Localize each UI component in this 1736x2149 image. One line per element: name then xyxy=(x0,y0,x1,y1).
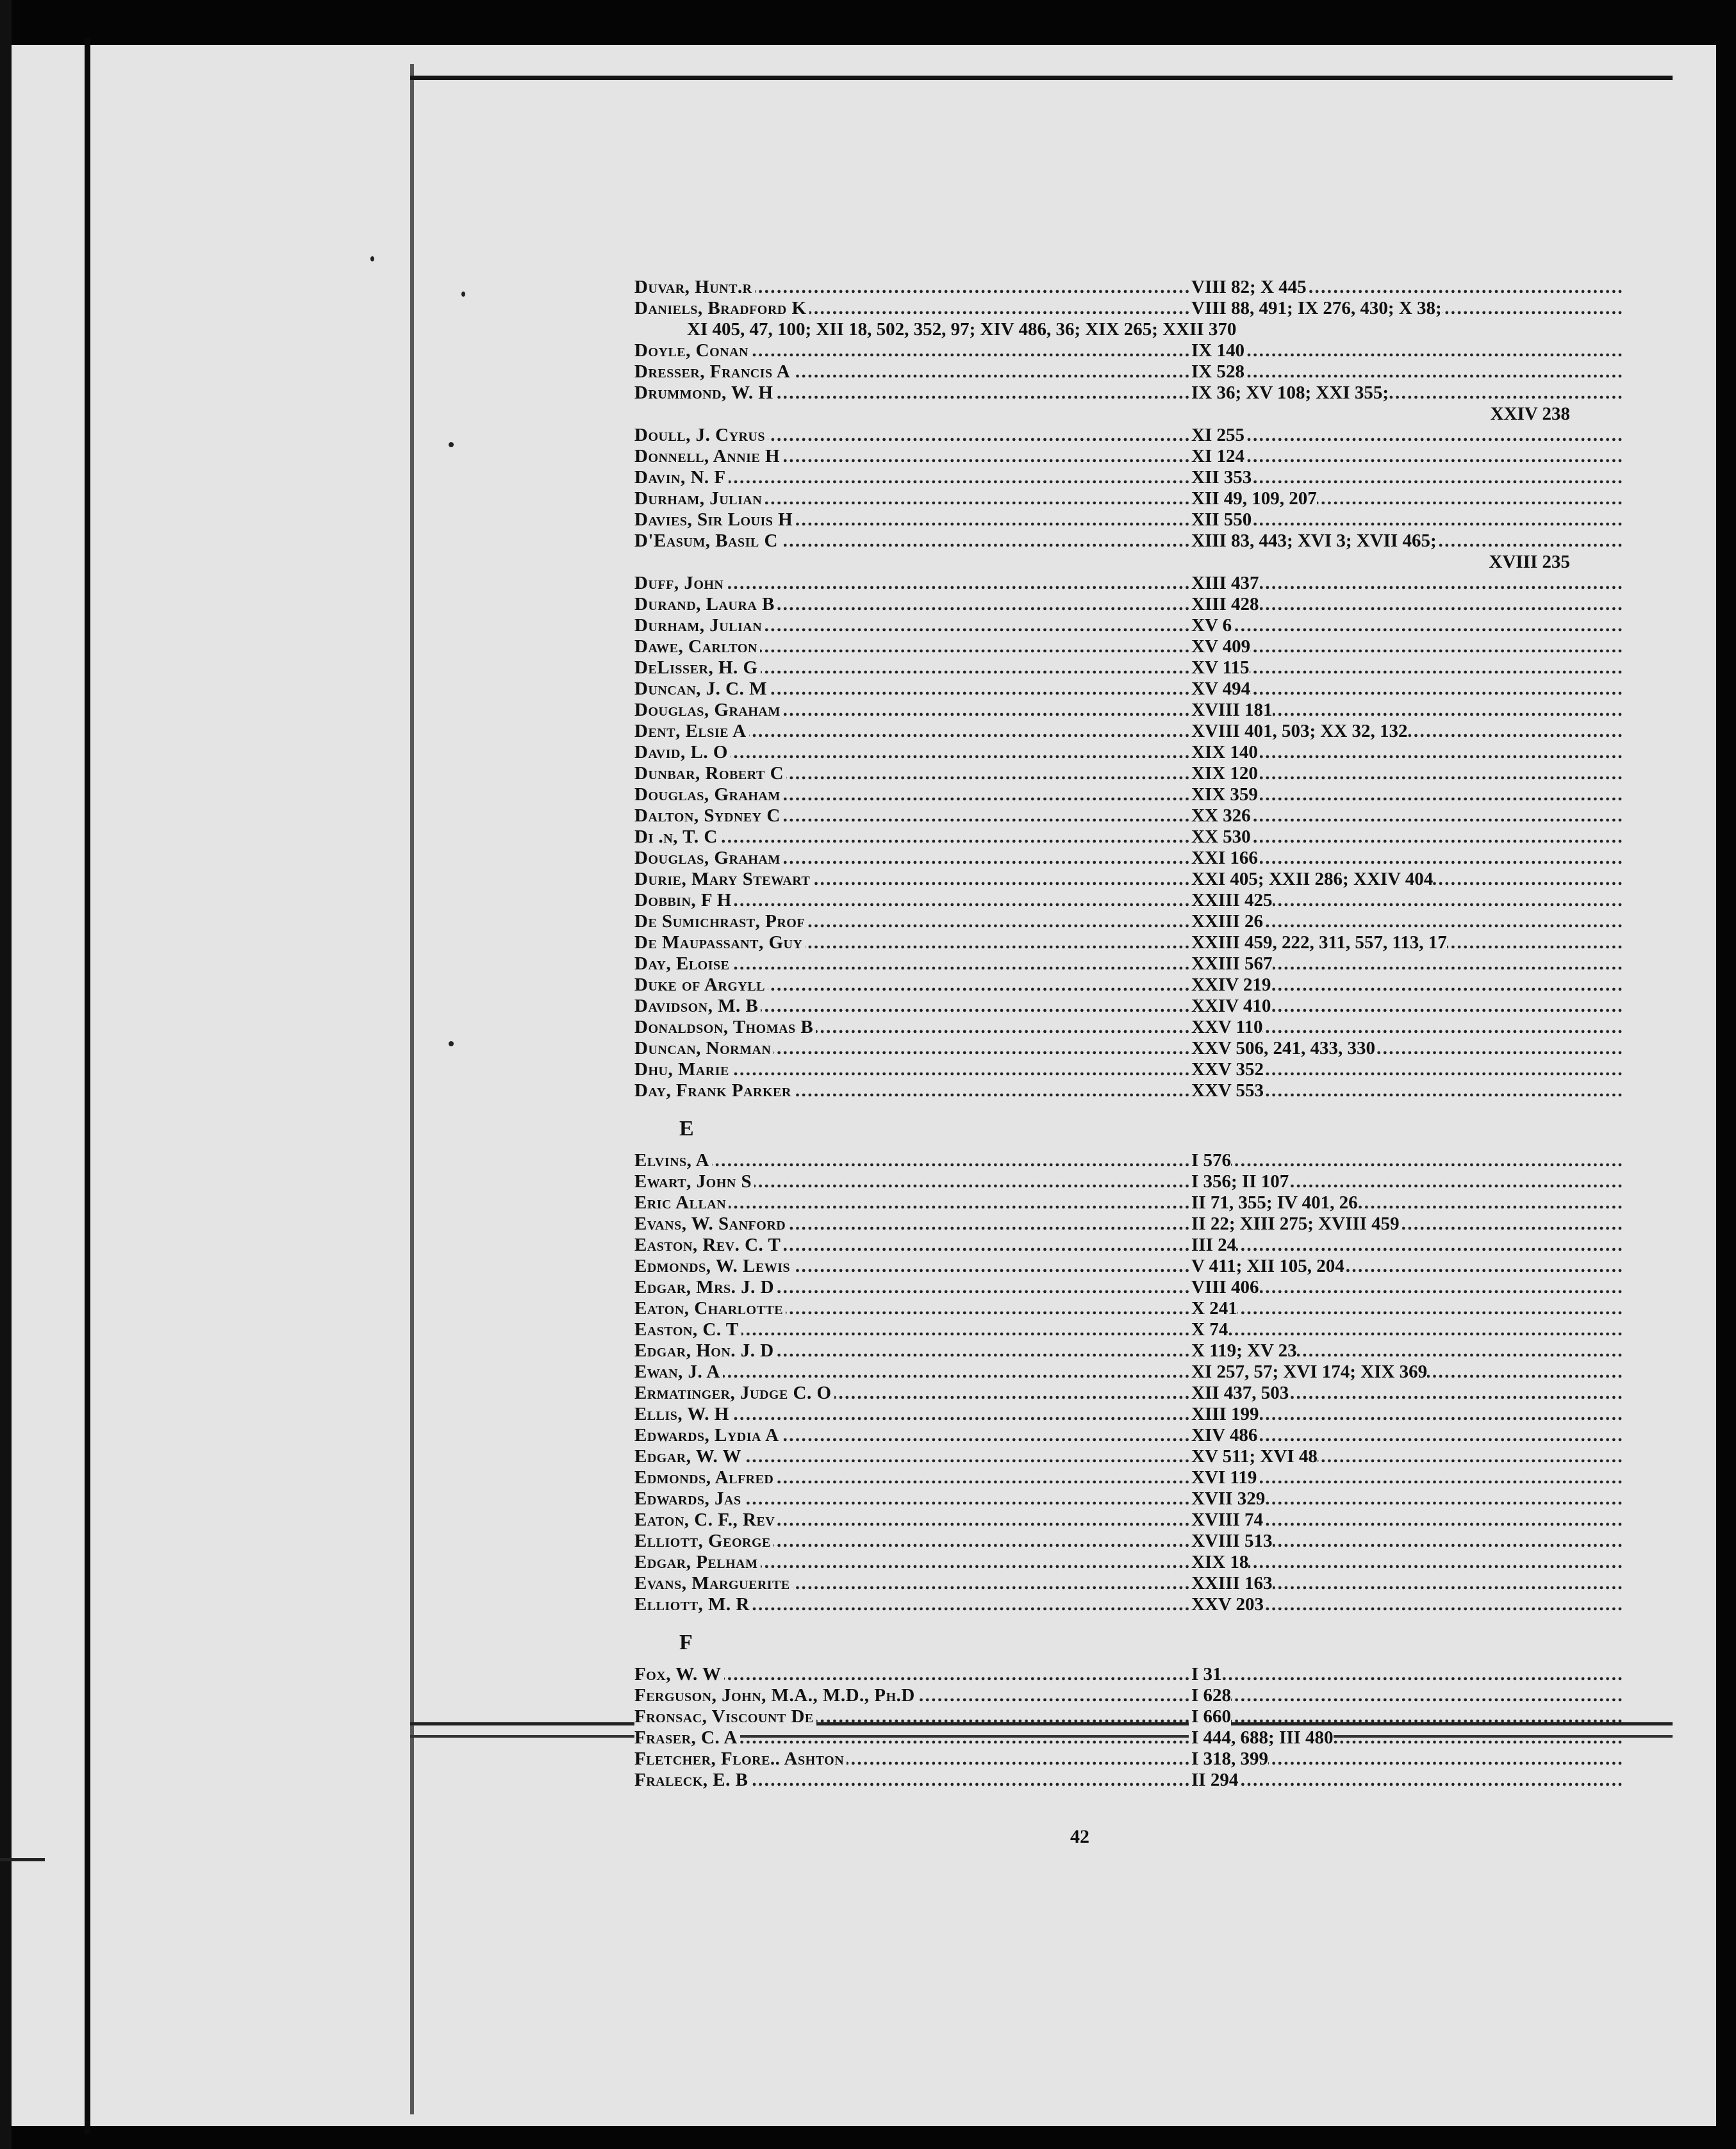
entry-reference: XXV 553 xyxy=(1189,1080,1264,1101)
entry-reference: XII 437, 503 xyxy=(1189,1383,1289,1404)
index-entry xyxy=(615,594,1576,615)
continuation-text: XVIII 235 xyxy=(1489,552,1570,572)
entry-reference: XXIII 459, 222, 311, 557, 113, 17 xyxy=(1189,932,1447,953)
entry-reference: V 411; XII 105, 204 xyxy=(1189,1256,1344,1277)
entry-name: Easton, C. T xyxy=(634,1319,741,1340)
index-entry xyxy=(615,657,1576,679)
entry-name: Davidson, M. B xyxy=(634,996,761,1016)
entry-reference: XIII 199 xyxy=(1189,1404,1259,1425)
scan-border-top xyxy=(0,0,1736,45)
index-entry xyxy=(615,679,1576,700)
entry-name: Edgar, Pelham xyxy=(634,1552,761,1572)
entry-name: Easton, Rev. C. T xyxy=(634,1235,783,1255)
entry-name: Evans, Marguerite xyxy=(634,1573,793,1593)
entry-name: Ewan, J. A xyxy=(634,1362,723,1382)
entry-reference: XV 6 xyxy=(1189,615,1232,636)
entry-reference: IX 528 xyxy=(1189,361,1244,383)
dot-leader xyxy=(634,784,1736,805)
dot-leader xyxy=(634,1727,1736,1749)
entry-name: Donaldson, Thomas B xyxy=(634,1017,816,1037)
entry-reference: II 71, 355; IV 401, 26 xyxy=(1189,1192,1358,1214)
index-entry xyxy=(615,361,1576,383)
margin-rule xyxy=(410,64,414,2114)
entry-name: Douglas, Graham xyxy=(634,784,783,805)
dot-leader xyxy=(634,1080,1736,1101)
entry-reference: XXI 166 xyxy=(1189,848,1258,869)
entry-reference: XVIII 74 xyxy=(1189,1510,1263,1531)
dot-leader xyxy=(634,1446,1736,1467)
dot-leader xyxy=(634,594,1736,615)
index-entry xyxy=(615,1552,1576,1573)
entry-name: Elliott, George xyxy=(634,1531,773,1551)
index-entry xyxy=(615,975,1576,996)
dot-leader xyxy=(634,1150,1736,1171)
entry-name: Elliott, M. R xyxy=(634,1594,752,1615)
entry-reference: XVIII 401, 503; XX 32, 132 xyxy=(1189,721,1408,742)
entry-name: Dhu, Marie xyxy=(634,1059,732,1080)
entry-reference: XXIV 410 xyxy=(1189,996,1271,1017)
index-entry xyxy=(615,1404,1576,1425)
dot-leader xyxy=(634,1256,1736,1277)
dot-leader xyxy=(634,636,1736,657)
entry-reference: XV 409 xyxy=(1189,636,1250,657)
entry-name: Day, Eloise xyxy=(634,953,732,974)
entry-name: Edgar, Mrs. J. D xyxy=(634,1277,777,1297)
entry-name: Duke of Argyll xyxy=(634,975,768,995)
index-entry xyxy=(615,1594,1576,1615)
dot-leader xyxy=(634,531,1736,552)
entry-name: Eric Allan xyxy=(634,1192,729,1213)
dot-leader xyxy=(634,340,1736,361)
entry-reference: XII 550 xyxy=(1189,509,1252,531)
entry-reference: IX 36; XV 108; XXI 355; xyxy=(1189,383,1389,404)
index-entry xyxy=(615,827,1576,848)
section-letter-heading: E xyxy=(679,1117,694,1140)
entry-name: Edwards, Lydia A xyxy=(634,1425,782,1445)
entry-name: Dawe, Carlton xyxy=(634,636,760,657)
entry-reference: XVII 329 xyxy=(1189,1488,1265,1510)
scan-speck xyxy=(370,256,374,261)
entry-reference: XI 255 xyxy=(1189,425,1244,446)
entry-reference: XIX 140 xyxy=(1189,742,1258,763)
dot-leader xyxy=(634,488,1736,509)
index-entry xyxy=(615,425,1576,446)
index-entry xyxy=(615,953,1576,975)
index-entry xyxy=(615,488,1576,509)
entry-name: Dent, Elsie A xyxy=(634,721,749,741)
entry-name: Daniels, Bradford K xyxy=(634,298,809,318)
dot-leader xyxy=(634,277,1736,298)
dot-leader xyxy=(634,1770,1736,1791)
entry-reference: XIX 18 xyxy=(1189,1552,1248,1573)
dot-leader xyxy=(634,1573,1736,1594)
index-entry xyxy=(615,531,1576,552)
entry-name: Davin, N. F xyxy=(634,467,729,488)
entry-reference: XXIII 26 xyxy=(1189,911,1263,932)
scan-speck xyxy=(449,1041,454,1046)
dot-leader xyxy=(634,573,1736,594)
index-entry xyxy=(615,1770,1576,1791)
index-entry xyxy=(615,340,1576,361)
entry-reference: XV 494 xyxy=(1189,679,1250,700)
index-entry xyxy=(615,1017,1576,1038)
dot-leader xyxy=(634,1340,1736,1362)
index-entry xyxy=(615,1256,1576,1277)
entry-name: Eaton, C. F., Rev xyxy=(634,1510,777,1530)
dot-leader xyxy=(634,383,1736,404)
entry-name: Dalton, Sydney C xyxy=(634,805,783,826)
index-entry xyxy=(615,1319,1576,1340)
entry-reference: XIX 120 xyxy=(1189,763,1258,784)
index-entry xyxy=(615,615,1576,636)
entry-name: Fronsac, Viscount De xyxy=(634,1706,816,1727)
dot-leader xyxy=(634,1467,1736,1488)
entry-reference: XIII 428 xyxy=(1189,594,1259,615)
index-entry xyxy=(615,383,1576,404)
index-entry xyxy=(615,1425,1576,1446)
entry-reference: XVI 119 xyxy=(1189,1467,1257,1488)
entry-name: Fletcher, Flore.. Ashton xyxy=(634,1749,847,1769)
entry-name: Edgar, W. W xyxy=(634,1446,744,1467)
index-entry xyxy=(615,869,1576,890)
dot-leader xyxy=(634,1059,1736,1080)
entry-reference: II 22; XIII 275; XVIII 459 xyxy=(1189,1214,1400,1235)
entry-name: Edmonds, W. Lewis xyxy=(634,1256,793,1276)
dot-leader xyxy=(634,615,1736,636)
entry-name: D'Easum, Basil C xyxy=(634,531,781,551)
entry-reference: I 356; II 107 xyxy=(1189,1171,1289,1192)
entry-reference: XXV 110 xyxy=(1189,1017,1262,1038)
entry-name: Fraleck, E. B xyxy=(634,1770,750,1790)
index-entry xyxy=(615,1749,1576,1770)
entry-name: Edgar, Hon. J. D xyxy=(634,1340,777,1361)
entry-name: Durham, Julian xyxy=(634,615,765,636)
index-entry xyxy=(615,1510,1576,1531)
index-entry xyxy=(615,996,1576,1017)
entry-name: DeLisser, H. G xyxy=(634,657,761,678)
entry-reference: VIII 406 xyxy=(1189,1277,1259,1298)
entry-name: Ellis, W. H xyxy=(634,1404,732,1424)
scan-speck xyxy=(461,292,465,297)
index-entry xyxy=(615,1192,1576,1214)
entry-name: Di .n, T. C xyxy=(634,827,720,847)
index-list xyxy=(615,277,1576,1791)
index-entry xyxy=(615,721,1576,742)
dot-leader xyxy=(634,848,1736,869)
index-entry xyxy=(615,1150,1576,1171)
entry-reference: III 24 xyxy=(1189,1235,1236,1256)
entry-name: Davies, Sir Louis H xyxy=(634,509,795,530)
entry-reference: XII 353 xyxy=(1189,467,1252,488)
entry-name: Edwards, Jas xyxy=(634,1488,744,1509)
dot-leader xyxy=(634,975,1736,996)
dot-leader xyxy=(634,1594,1736,1615)
index-entry xyxy=(615,932,1576,953)
entry-reference: XI 257, 57; XVI 174; XIX 369 xyxy=(1189,1362,1427,1383)
index-entry xyxy=(615,1171,1576,1192)
entry-name: Duvar, Hunt.r xyxy=(634,277,755,297)
index-entry xyxy=(615,742,1576,763)
book-gutter xyxy=(85,38,90,2134)
index-entry xyxy=(615,1038,1576,1059)
continuation-text: XXIV 238 xyxy=(1490,404,1570,424)
entry-reference: X 241 xyxy=(1189,1298,1237,1319)
dot-leader xyxy=(634,1235,1736,1256)
index-entry xyxy=(615,1383,1576,1404)
dot-leader xyxy=(634,996,1736,1017)
entry-reference: XXIII 567 xyxy=(1189,953,1273,975)
entry-continuation xyxy=(615,552,1576,573)
dot-leader xyxy=(634,1488,1736,1510)
entry-reference: VIII 88, 491; IX 276, 430; X 38; xyxy=(1189,298,1442,319)
entry-name: Dunbar, Robert C xyxy=(634,763,786,784)
dot-leader xyxy=(634,1214,1736,1235)
entry-reference: X 119; XV 23 xyxy=(1189,1340,1297,1362)
index-entry xyxy=(615,1446,1576,1467)
entry-name: David, L. O xyxy=(634,742,731,762)
entry-reference: XXV 203 xyxy=(1189,1594,1264,1615)
dot-leader xyxy=(634,1531,1736,1552)
dot-leader xyxy=(634,1038,1736,1059)
dot-leader xyxy=(634,1664,1736,1685)
entry-reference: XXIV 219 xyxy=(1189,975,1271,996)
index-entry xyxy=(615,784,1576,805)
index-entry xyxy=(615,805,1576,827)
entry-name: Doull, J. Cyrus xyxy=(634,425,768,445)
entry-continuation xyxy=(615,319,1576,340)
index-entry xyxy=(615,1298,1576,1319)
entry-reference: XXIII 425 xyxy=(1189,890,1273,911)
dot-leader xyxy=(634,763,1736,784)
entry-name: Ewart, John S xyxy=(634,1171,754,1192)
entry-name: Eaton, Charlotte xyxy=(634,1298,786,1319)
index-entry xyxy=(615,1531,1576,1552)
entry-name: Doyle, Conan xyxy=(634,340,751,361)
facing-page-mark xyxy=(0,1858,45,1861)
entry-reference: I 318, 399 xyxy=(1189,1749,1268,1770)
index-entry xyxy=(615,509,1576,531)
index-entry xyxy=(615,446,1576,467)
entry-name: Donnell, Annie H xyxy=(634,446,782,466)
entry-name: Durie, Mary Stewart xyxy=(634,869,813,889)
dot-leader xyxy=(634,1277,1736,1298)
entry-name: Durand, Laura B xyxy=(634,594,777,614)
entry-reference: XIX 359 xyxy=(1189,784,1258,805)
index-entry xyxy=(615,1467,1576,1488)
index-entry xyxy=(615,573,1576,594)
index-entry xyxy=(615,890,1576,911)
dot-leader xyxy=(634,1510,1736,1531)
entry-name: Edmonds, Alfred xyxy=(634,1467,776,1488)
scan-border-left xyxy=(0,0,12,2149)
entry-name: Duff, John xyxy=(634,573,726,593)
dot-leader xyxy=(634,361,1736,383)
entry-reference: XIII 83, 443; XVI 3; XVII 465; xyxy=(1189,531,1437,552)
dot-leader xyxy=(634,700,1736,721)
entry-reference: I 576 xyxy=(1189,1150,1231,1171)
top-rule xyxy=(410,76,1673,80)
index-entry xyxy=(615,1727,1576,1749)
entry-name: De Sumichrast, Prof xyxy=(634,911,807,932)
index-entry xyxy=(615,1214,1576,1235)
entry-reference: XVIII 181 xyxy=(1189,700,1273,721)
index-entry xyxy=(615,298,1576,319)
entry-reference: XXIII 163 xyxy=(1189,1573,1273,1594)
dot-leader xyxy=(634,1298,1736,1319)
dot-leader xyxy=(634,1362,1736,1383)
entry-name: Douglas, Graham xyxy=(634,848,783,868)
dot-leader xyxy=(634,509,1736,531)
dot-leader xyxy=(634,890,1736,911)
index-entry xyxy=(615,848,1576,869)
scan-speck xyxy=(449,442,454,447)
entry-reference: I 660 xyxy=(1189,1706,1231,1727)
continuation-text: XI 405, 47, 100; XII 18, 502, 352, 97; XIV 486, 36; XIX 265; XXII 370 xyxy=(687,319,1237,340)
index-entry xyxy=(615,467,1576,488)
index-entry xyxy=(615,1488,1576,1510)
entry-name: Day, Frank Parker xyxy=(634,1080,794,1101)
index-entry xyxy=(615,1235,1576,1256)
entry-reference: XX 530 xyxy=(1189,827,1251,848)
entry-reference: XV 115 xyxy=(1189,657,1250,679)
index-entry xyxy=(615,1685,1576,1706)
index-entry xyxy=(615,1059,1576,1080)
entry-name: De Maupassant, Guy xyxy=(634,932,805,953)
entry-reference: X 74 xyxy=(1189,1319,1228,1340)
entry-reference: IX 140 xyxy=(1189,340,1244,361)
entry-name: Durham, Julian xyxy=(634,488,765,509)
entry-reference: XXV 506, 241, 433, 330 xyxy=(1189,1038,1375,1059)
page-number: 42 xyxy=(1070,1826,1089,1847)
dot-leader xyxy=(634,742,1736,763)
dot-leader xyxy=(634,1171,1736,1192)
entry-name: Douglas, Graham xyxy=(634,700,783,720)
entry-reference: I 628 xyxy=(1189,1685,1231,1706)
dot-leader xyxy=(634,953,1736,975)
entry-reference: I 444, 688; III 480 xyxy=(1189,1727,1334,1749)
index-entry xyxy=(615,1573,1576,1594)
dot-leader xyxy=(634,1552,1736,1573)
entry-reference: XVIII 513 xyxy=(1189,1531,1273,1552)
entry-reference: XI 124 xyxy=(1189,446,1244,467)
entry-name: Elvins, A xyxy=(634,1150,712,1171)
index-entry xyxy=(615,636,1576,657)
dot-leader xyxy=(634,446,1736,467)
dot-leader xyxy=(634,425,1736,446)
dot-leader xyxy=(634,1425,1736,1446)
dot-leader xyxy=(634,805,1736,827)
index-entry xyxy=(615,1362,1576,1383)
dot-leader xyxy=(634,1404,1736,1425)
index-entry xyxy=(615,1706,1576,1727)
entry-reference: XX 326 xyxy=(1189,805,1251,827)
entry-name: Dresser, Francis A xyxy=(634,361,793,382)
index-entry xyxy=(615,911,1576,932)
entry-reference: XXI 405; XXII 286; XXIV 404 xyxy=(1189,869,1433,890)
entry-name: Evans, W. Sanford xyxy=(634,1214,788,1234)
index-entry xyxy=(615,1340,1576,1362)
entry-name: Duncan, J. C. M xyxy=(634,679,770,699)
dot-leader xyxy=(634,657,1736,679)
entry-name: Ferguson, John, M.A., M.D., Ph.D xyxy=(634,1685,918,1706)
scan-border-bottom xyxy=(0,2126,1736,2149)
entry-reference: XIV 486 xyxy=(1189,1425,1257,1446)
entry-name: Dobbin, F H xyxy=(634,890,734,910)
entry-continuation xyxy=(615,404,1576,425)
dot-leader xyxy=(634,1319,1736,1340)
entry-reference: XV 511; XVI 48 xyxy=(1189,1446,1318,1467)
entry-name: Ermatinger, Judge C. O xyxy=(634,1383,834,1403)
entry-name: Drummond, W. H xyxy=(634,383,775,403)
entry-reference: XII 49, 109, 207 xyxy=(1189,488,1317,509)
index-entry xyxy=(615,700,1576,721)
entry-name: Fraser, C. A xyxy=(634,1727,740,1748)
dot-leader xyxy=(634,721,1736,742)
entry-reference: II 294 xyxy=(1189,1770,1238,1791)
dot-leader xyxy=(634,467,1736,488)
entry-name: Duncan, Norman xyxy=(634,1038,773,1058)
entry-reference: VIII 82; X 445 xyxy=(1189,277,1307,298)
index-entry xyxy=(615,1080,1576,1101)
index-entry xyxy=(615,763,1576,784)
index-entry xyxy=(615,277,1576,298)
entry-reference: XIII 437 xyxy=(1189,573,1259,594)
dot-leader xyxy=(634,1192,1736,1214)
entry-reference: I 31 xyxy=(1189,1664,1222,1685)
index-entry xyxy=(615,1664,1576,1685)
section-letter-heading: F xyxy=(679,1631,693,1654)
dot-leader xyxy=(634,679,1736,700)
index-entry xyxy=(615,1277,1576,1298)
entry-reference: XXV 352 xyxy=(1189,1059,1264,1080)
dot-leader xyxy=(634,827,1736,848)
entry-name: Fox, W. W xyxy=(634,1664,724,1684)
